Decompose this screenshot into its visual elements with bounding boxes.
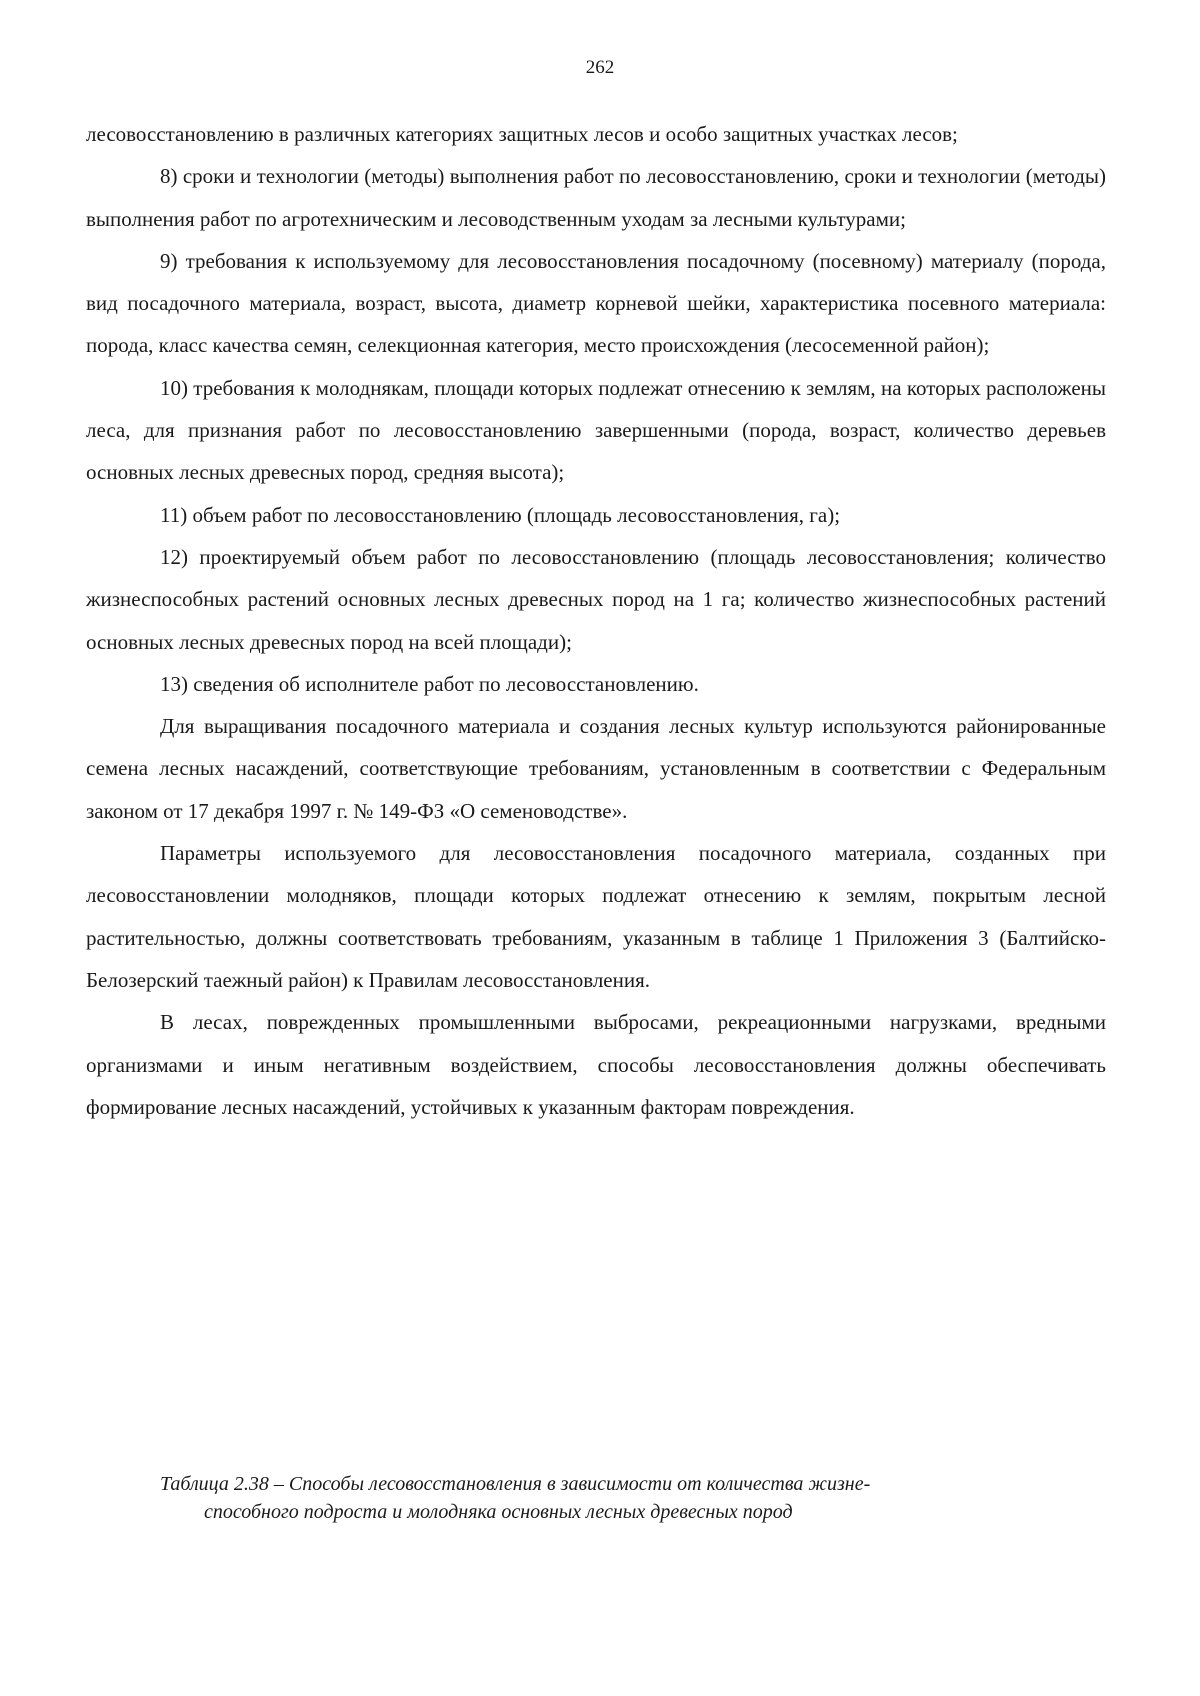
table-caption-line-2: способного подроста и молодняка основных лесных древесных пород xyxy=(204,1501,793,1523)
table-caption xyxy=(86,1470,1106,1526)
list-item-11: 11) объем работ по лесовосстановлению (площадь лесовосстановления, га); xyxy=(160,502,841,527)
list-item-9: 9) требования к используемому для лесовосстановления посадочному (посевному) материалу (порода, вид посадочного материала, возраст, высота, диаметр корневой шейки, характеристика посевного материала: порода, класс качества семян, селекционная категория, место происхождения (лесосеменной район); xyxy=(86,248,1106,358)
table-caption-line-1: Таблица 2.38 – Способы лесовосстановления в зависимости от количества жизне- xyxy=(160,1473,871,1495)
list-item-8: 8) сроки и технологии (методы) выполнения работ по лесовосстановлению, сроки и технологии (методы) выполнения работ по агротехническим и лесоводственным уходам за лесными культурами; xyxy=(86,164,1106,231)
list-item-13: 13) сведения об исполнителе работ по лесовосстановлению. xyxy=(160,671,699,696)
paragraph-seeds: Для выращивания посадочного материала и создания лесных культур используются районированные семена лесных насаждений, соответствующие требованиям, установленным в соответствии с Федеральным законом от 17 декабря 1997 г. № 149-ФЗ «О семеноводстве». xyxy=(86,714,1106,823)
body-text xyxy=(86,113,1106,1128)
paragraph-damaged-forests: В лесах, поврежденных промышленными выбросами, рекреационными нагрузками, вредными организмами и иным негативным воздействием, способы лесовосстановления должны обеспечивать формирование лесных насаждений, устойчивых к указанным факторам повреждения. xyxy=(86,1010,1106,1119)
list-item-12: 12) проектируемый объем работ по лесовосстановлению (площадь лесовосстановления; количество жизнеспособных растений основных лесных древесных пород на 1 га; количество жизнеспособных растений основных лесных древесных пород на всей площади); xyxy=(86,544,1106,654)
paragraph-continuation: лесовосстановлению в различных категориях защитных лесов и особо защитных участках лесов; xyxy=(86,122,958,146)
page-number: 262 xyxy=(585,57,615,78)
list-item-10: 10) требования к молоднякам, площади которых подлежат отнесению к землям, на которых расположены леса, для признания работ по лесовосстановлению завершенными (порода, возраст, количество деревьев основных лесных древесных пород, средняя высота); xyxy=(86,375,1106,485)
paragraph-parameters: Параметры используемого для лесовосстановления посадочного материала, созданных при лесовосстановлении молодняков, площади которых подлежат отнесению к землям, покрытым лесной растительностью, должны соответствовать требованиям, указанным в таблице 1 Приложения 3 (Балтийско-Белозерский таежный район) к Правилам лесовосстановления. xyxy=(86,841,1106,992)
